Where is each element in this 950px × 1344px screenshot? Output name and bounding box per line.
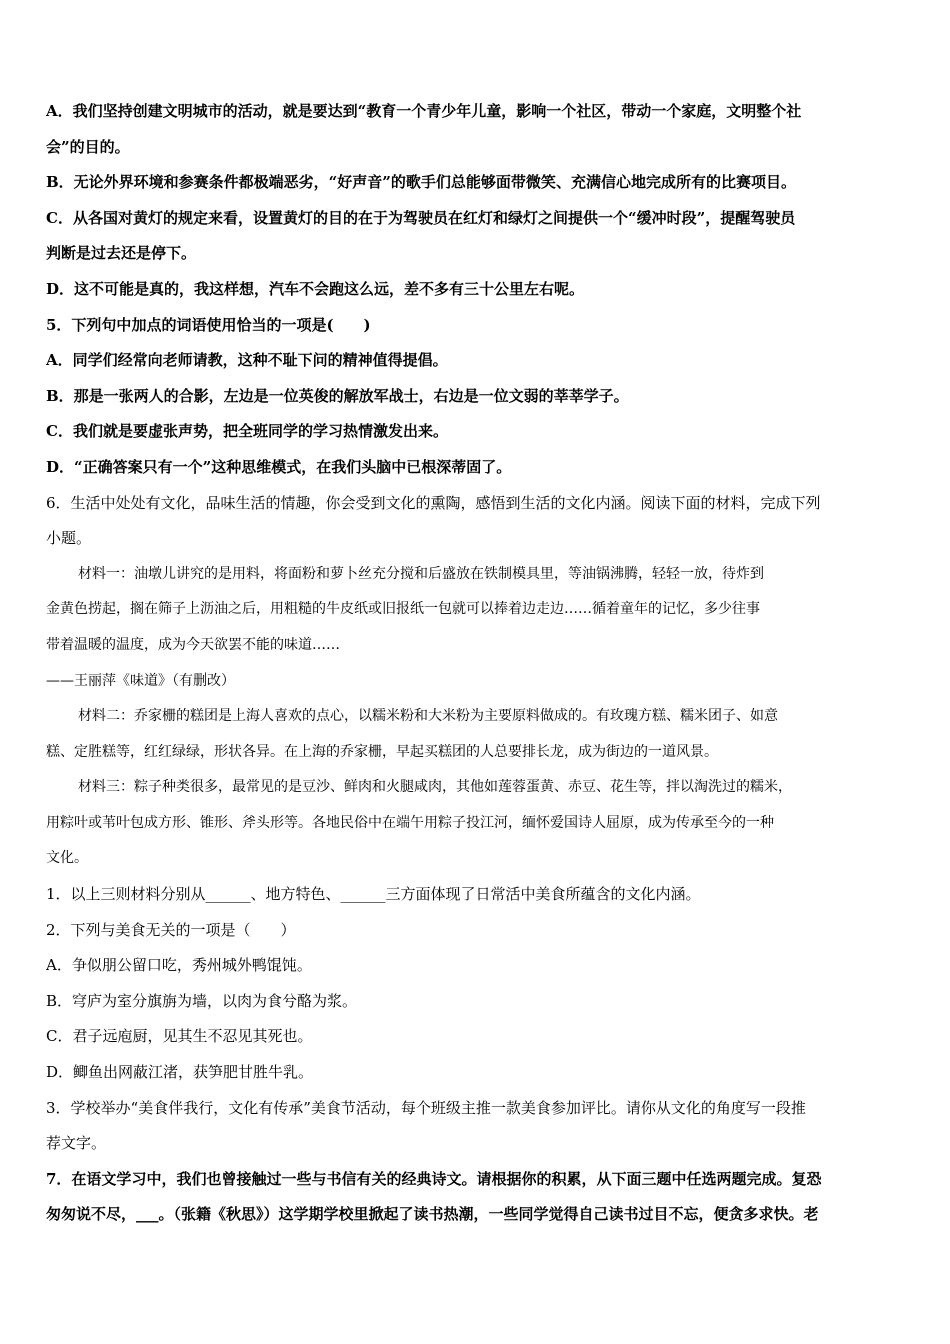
q5-option-c: C．我们就是要虚张声势，把全班同学的学习热情激发出来。 [46, 422, 448, 441]
q5-stem: 5．下列句中加点的词语使用恰当的一项是( ) [46, 315, 371, 334]
q6-sub3-line1: 3．学校举办“美食伴我行，文化有传承”美食节活动，每个班级主推一款美食参加评比。请你从文化的角度写一段推 [46, 1098, 806, 1117]
q6-material1-line2: 金黄色捞起，搁在筛子上沥油之后，用粗糙的牛皮纸或旧报纸一包就可以捧着边走边……循着童年的记忆，多少往事 [46, 601, 760, 618]
q6-sub2-option-b: B．穹庐为室分旗旃为墙，以肉为食兮酪为浆。 [46, 991, 358, 1010]
q6-stem-line1: 6．生活中处处有文化，品味生活的情趣，你会受到文化的熏陶，感悟到生活的文化内涵。阅读下面的材料，完成下列 [46, 493, 821, 512]
q6-sub2-option-a: A．争似朋公留口吃，秀州城外鸭馄饨。 [46, 956, 312, 975]
q6-sub3-line2: 荐文字。 [46, 1134, 107, 1153]
q6-stem-line2: 小题。 [46, 529, 92, 548]
q6-material3-line3: 文化。 [46, 850, 88, 867]
q5-option-d: D．“正确答案只有一个”这种思维模式，在我们头脑中已根深蒂固了。 [46, 457, 512, 476]
q7-line1: 7．在语文学习中，我们也曾接触过一些与书信有关的经典诗文。请根据你的积累，从下面三题中任选两题完成。复恐 [46, 1169, 822, 1188]
q4-option-a-line1: A．我们坚持创建文明城市的活动，就是要达到“教育一个青少年儿童，影响一个社区，带动一个家庭，文明整个社 [46, 102, 802, 120]
q6-sub2: 2．下列与美食无关的一项是（ ） [46, 920, 296, 939]
document-page [46, 94, 906, 1233]
q6-material2-line1: 材料二：乔家栅的糕团是上海人喜欢的点心，以糯米粉和大米粉为主要原料做成的。有玫瑰方糕、糯米团子、如意 [78, 708, 778, 725]
q6-sub1: 1．以上三则材料分别从______、地方特色、______三方面体现了日常活中美食所蕴含的文化内涵。 [46, 885, 701, 904]
q4-option-a-line2: 会”的目的。 [46, 137, 130, 156]
q4-option-c-line1: C．从各国对黄灯的规定来看，设置黄灯的目的在于为驾驶员在红灯和绿灯之间提供一个“缓冲时段”，提醒驾驶员 [46, 208, 796, 227]
q5-option-b: B．那是一张两人的合影，左边是一位英俊的解放军战士，右边是一位文弱的莘莘学子。 [46, 386, 629, 405]
q4-option-b: B．无论外界环境和参赛条件都极端恶劣，“好声音”的歌手们总能够面带微笑、充满信心地完成所有的比赛项目。 [46, 173, 796, 192]
q7-line2: 匆匆说不尽，___。（张籍《秋思》）这学期学校里掀起了读书热潮，一些同学觉得自己读书过目不忘，便贪多求快。老 [46, 1205, 819, 1224]
q6-sub2-option-c: C．君子远庖厨，见其生不忍见其死也。 [46, 1027, 313, 1046]
q6-material1-line1: 材料一：油墩儿讲究的是用料，将面粉和萝卜丝充分搅和后盛放在铁制模具里，等油锅沸腾，轻轻一放，待炸到 [78, 565, 764, 582]
q6-material2-line2: 糕、定胜糕等，红红绿绿，形状各异。在上海的乔家栅，早起买糕团的人总要排长龙，成为街边的一道风景。 [46, 743, 718, 760]
q6-sub2-option-d: D．鲫鱼出网蔽江渚，获笋肥甘胜牛乳。 [46, 1063, 314, 1082]
q6-material3-line2: 用粽叶或苇叶包成方形、锥形、斧头形等。各地民俗中在端午用粽子投江河，缅怀爱国诗人屈原，成为传承至今的一种 [46, 814, 774, 831]
q6-material3-line1: 材料三：粽子种类很多，最常见的是豆沙、鲜肉和火腿咸肉，其他如莲蓉蛋黄、赤豆、花生等，拌以淘洗过的糯米， [78, 779, 792, 796]
q6-material1-line3: 带着温暖的温度，成为今天欲罢不能的味道…… [46, 636, 340, 653]
q5-option-a: A．同学们经常向老师请教，这种不耻下问的精神值得提倡。 [46, 351, 448, 370]
q4-option-c-line2: 判断是过去还是停下。 [46, 244, 197, 263]
q4-option-d: D．这不可能是真的，我这样想，汽车不会跑这么远，差不多有三十公里左右呢。 [46, 279, 585, 298]
q6-material1-source: ——王丽萍《味道》（有删改） [46, 672, 235, 689]
